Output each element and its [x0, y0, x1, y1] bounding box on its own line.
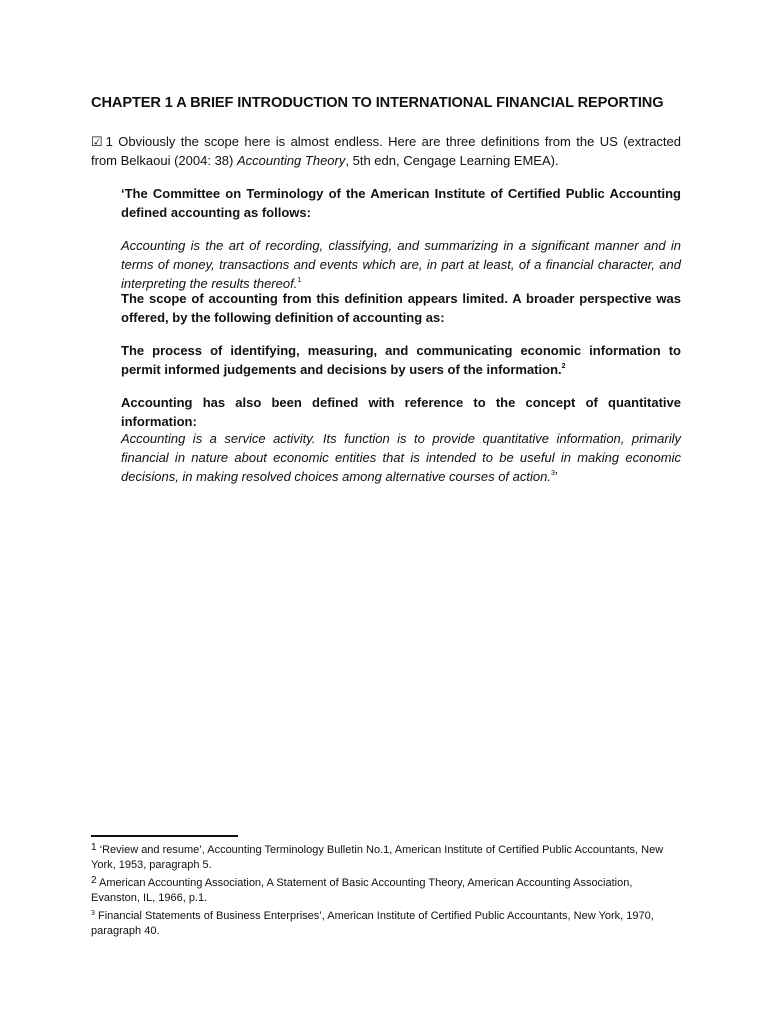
definition-2-text: The process of identifying, measuring, and communicating economic information to permit informed judgements and decisions by users of the information.	[121, 343, 681, 377]
footnote-2	[91, 873, 681, 906]
footnote-ref-1[interactable]: 1	[297, 277, 302, 284]
chapter-title: CHAPTER 1 A BRIEF INTRODUCTION TO INTERNATIONAL FINANCIAL REPORTING	[91, 95, 664, 111]
checkbox-icon: ☑	[91, 134, 103, 149]
intro-text-after: , 5th edn, Cengage Learning EMEA).	[345, 153, 559, 168]
footnote-1	[91, 840, 681, 873]
footnote-text: ‘Review and resume’, Accounting Terminology Bulletin No.1, American Institute of Certified Public Accountants, New York, 1953, paragraph 5.	[91, 844, 664, 871]
closing-quote: ’	[554, 469, 558, 484]
quote-paragraph-6	[121, 429, 681, 486]
footnote-separator	[91, 835, 238, 837]
footnote-text: Financial Statements of Business Enterprises’, American Institute of Certified Public Accountants, New York, 1970, paragraph 40.	[91, 910, 654, 937]
footnote-3	[91, 906, 681, 939]
definition-1-text: Accounting is the art of recording, classifying, and summarizing in a significant manner and in terms of money, transactions and events which are, in part at least, of a financial character, and interpreting the results thereof.	[121, 238, 681, 291]
footnote-number: 1	[91, 842, 97, 853]
footnote-number: 2	[91, 875, 97, 886]
quote-paragraph-3: The scope of accounting from this definition appears limited. A broader perspective was offered, by the following definition of accounting as:	[121, 291, 681, 325]
quote-paragraph-1: ‘The Committee on Terminology of the American Institute of Certified Public Accounting defined accounting as follows:	[121, 186, 681, 220]
footnote-ref-2[interactable]: 2	[561, 363, 566, 370]
footnote-number: 3	[91, 910, 95, 917]
definition-3-text: Accounting is a service activity. Its function is to provide quantitative information, primarily financial in nature about economic entities that is intended to be useful in making economic decisions, in making resolved choices among alternative courses of action.	[121, 431, 681, 484]
footnotes	[91, 840, 681, 939]
footnote-ref-3[interactable]: 3	[550, 470, 555, 477]
quote-paragraph-4	[121, 341, 681, 379]
quote-paragraph-2	[121, 236, 681, 293]
book-title: Accounting Theory	[236, 153, 346, 168]
intro-paragraph	[91, 132, 681, 170]
intro-text-before: 1 Obviously the scope here is almost endless. Here are three definitions from the US (extracted from Belkaoui (2004: 38)	[91, 134, 681, 168]
footnote-text: American Accounting Association, A Statement of Basic Accounting Theory, American Accounting Association, Evanston, IL, 1966, p.1.	[91, 877, 633, 904]
quote-paragraph-5: Accounting has also been defined with reference to the concept of quantitative information:	[121, 395, 681, 429]
